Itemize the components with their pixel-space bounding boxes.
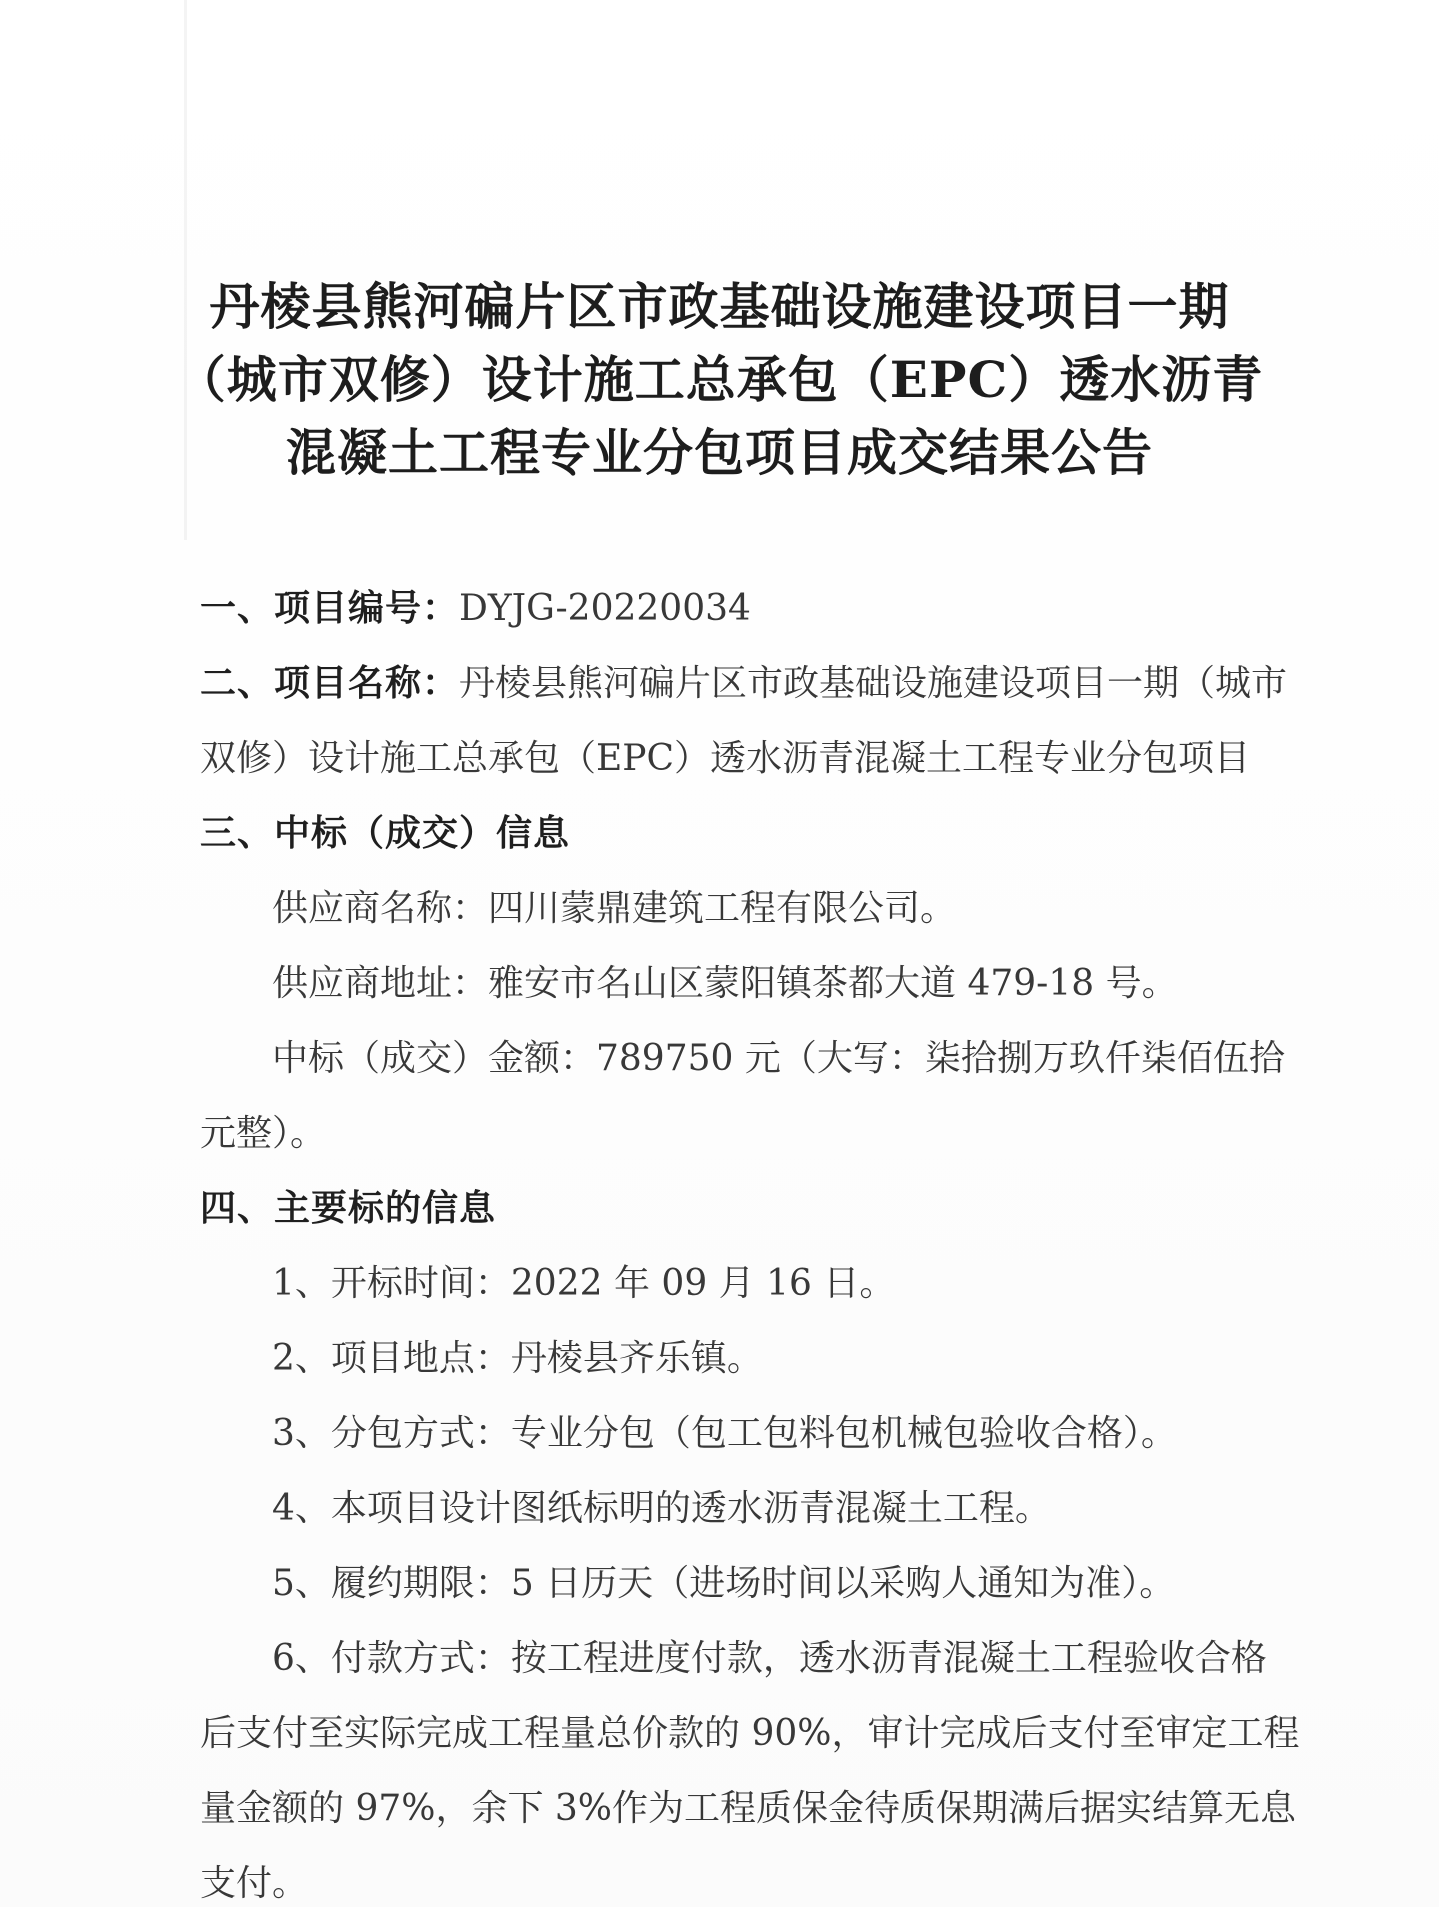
subcontract-method-line: 3、分包方式：专业分包（包工包料包机械包验收合格）。: [272, 1413, 1177, 1454]
payment-method-line-1: 6、付款方式：按工程进度付款，透水沥青混凝土工程验收合格: [272, 1638, 1267, 1679]
title-line-1: 丹棱县熊河碥片区市政基础设施建设项目一期: [209, 277, 1230, 336]
project-number-label: 一、项目编号：: [200, 588, 460, 629]
supplier-name-line: 供应商名称：四川蒙鼎建筑工程有限公司。: [272, 888, 957, 929]
supplier-address-line: 供应商地址：雅安市名山区蒙阳镇茶都大道 479-18 号。: [272, 963, 1178, 1004]
award-info-heading: 三、中标（成交）信息: [200, 813, 571, 854]
bid-opening-time-line: 1、开标时间：2022 年 09 月 16 日。: [272, 1263, 896, 1304]
payment-method-line-2: 后支付至实际完成工程量总价款的 90%，审计完成后支付至审定工程: [200, 1713, 1300, 1754]
payment-method-line-4: 支付。: [200, 1863, 309, 1904]
award-amount-line-1: 中标（成交）金额：789750 元（大写：柒拾捌万玖仟柒佰伍拾: [272, 1038, 1285, 1079]
title-line-3: 混凝土工程专业分包项目成交结果公告: [286, 423, 1153, 482]
project-name-value: 丹棱县熊河碥片区市政基础设施建设项目一期（城市: [459, 663, 1288, 704]
project-number-value: DYJG-20220034: [459, 588, 751, 629]
project-location-line: 2、项目地点：丹棱县齐乐镇。: [272, 1338, 763, 1379]
award-amount-line-2: 元整）。: [200, 1113, 327, 1154]
announcement-title: [0, 270, 1439, 489]
announcement-body: [200, 571, 1300, 1907]
project-name-line-1: [200, 646, 1288, 721]
subject-info-heading: 四、主要标的信息: [200, 1188, 497, 1229]
title-line-2: （城市双修）设计施工总承包（EPC）透水沥青: [175, 350, 1264, 409]
project-name-label: 二、项目名称：: [200, 663, 460, 704]
project-number-line: [200, 571, 1220, 646]
payment-method-line-3: 量金额的 97%，余下 3%作为工程质保金待质保期满后据实结算无息: [200, 1788, 1297, 1829]
performance-period-line: 5、履约期限：5 日历天（进场时间以采购人通知为准）。: [272, 1563, 1176, 1604]
project-name-line-2: 双修）设计施工总承包（EPC）透水沥青混凝土工程专业分包项目: [200, 738, 1251, 779]
project-scope-line: 4、本项目设计图纸标明的透水沥青混凝土工程。: [272, 1488, 1051, 1529]
